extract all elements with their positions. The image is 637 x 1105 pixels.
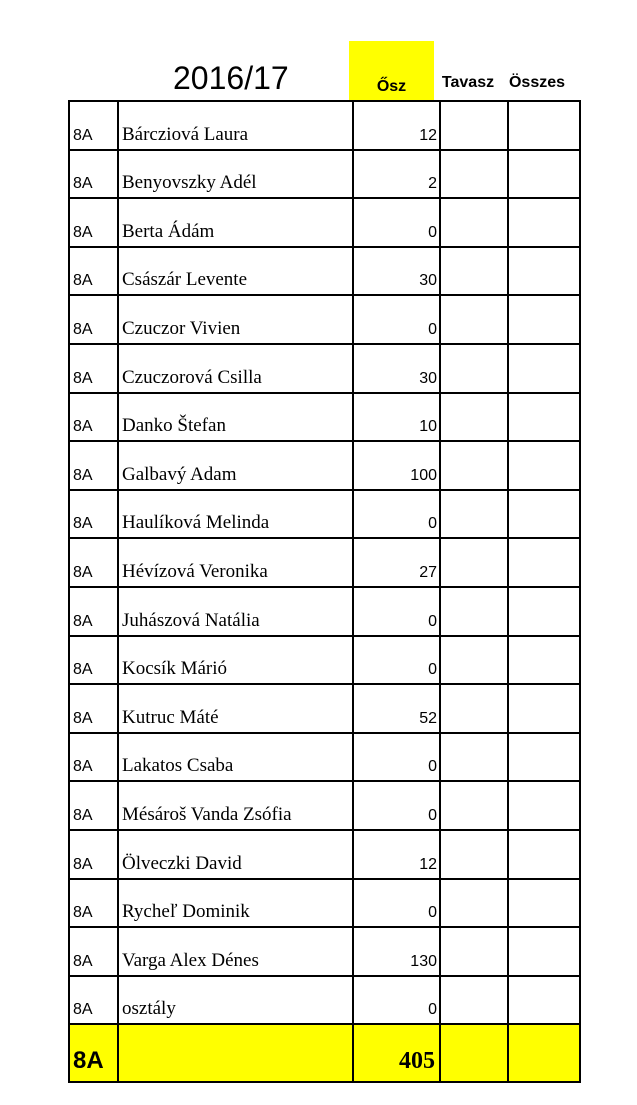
student-name-cell[interactable]: Czuczor Vivien [118,295,353,344]
class-cell[interactable]: 8A [69,198,118,247]
student-name-cell[interactable]: Czuczorová Csilla [118,344,353,393]
student-name-cell[interactable]: Kutruc Máté [118,684,353,733]
student-name-cell[interactable]: Haulíková Melinda [118,490,353,539]
class-cell[interactable]: 8A [69,976,118,1025]
column-header-tavasz: Tavasz [441,74,495,91]
osszes-score-cell[interactable] [508,781,580,830]
student-name-cell[interactable]: osztály [118,976,353,1025]
class-cell[interactable]: 8A [69,538,118,587]
total-name-cell[interactable] [118,1024,353,1082]
osszes-score-cell[interactable] [508,441,580,490]
student-name-cell[interactable]: Juhászová Natália [118,587,353,636]
student-name-cell[interactable]: Benyovszky Adél [118,150,353,199]
student-name-cell[interactable]: Danko Štefan [118,393,353,442]
osszes-score-cell[interactable] [508,198,580,247]
table-row [69,684,580,733]
class-cell[interactable]: 8A [69,344,118,393]
total-row [69,1024,580,1082]
osszes-score-cell[interactable] [508,344,580,393]
tavasz-score-cell[interactable] [440,733,508,782]
class-cell[interactable]: 8A [69,247,118,296]
osszes-score-cell[interactable] [508,587,580,636]
table-row [69,295,580,344]
class-cell[interactable]: 8A [69,587,118,636]
osz-score-cell[interactable]: 130 [353,927,440,976]
osz-score-cell[interactable]: 27 [353,538,440,587]
table-row [69,927,580,976]
table-row [69,976,580,1025]
osszes-score-cell[interactable] [508,490,580,539]
student-name-cell[interactable]: Rycheľ Dominik [118,879,353,928]
column-header-osz-label: Ősz [376,78,407,95]
osszes-score-cell[interactable] [508,879,580,928]
tavasz-score-cell[interactable] [440,393,508,442]
osz-score-cell[interactable]: 100 [353,441,440,490]
osszes-score-cell[interactable] [508,247,580,296]
table-row [69,101,580,150]
student-name-cell[interactable]: Berta Ádám [118,198,353,247]
table-row [69,879,580,928]
student-name-cell[interactable]: Bárcziová Laura [118,101,353,150]
osz-score-cell[interactable]: 0 [353,733,440,782]
class-cell[interactable]: 8A [69,830,118,879]
tavasz-score-cell[interactable] [440,830,508,879]
osz-score-cell[interactable]: 0 [353,490,440,539]
osszes-score-cell[interactable] [508,636,580,685]
osz-score-cell[interactable]: 10 [353,393,440,442]
student-name-cell[interactable]: Kocsík Márió [118,636,353,685]
tavasz-score-cell[interactable] [440,247,508,296]
table-row [69,587,580,636]
tavasz-score-cell[interactable] [440,198,508,247]
osz-score-cell[interactable]: 0 [353,879,440,928]
osz-score-cell[interactable]: 30 [353,344,440,393]
table-row [69,490,580,539]
tavasz-score-cell[interactable] [440,441,508,490]
table-row [69,150,580,199]
osszes-score-cell[interactable] [508,101,580,150]
tavasz-score-cell[interactable] [440,587,508,636]
class-cell[interactable]: 8A [69,393,118,442]
column-header-osz [349,41,434,100]
osz-score-cell[interactable]: 2 [353,150,440,199]
class-cell[interactable]: 8A [69,490,118,539]
osz-score-cell[interactable]: 0 [353,636,440,685]
class-cell[interactable]: 8A [69,927,118,976]
table-row [69,247,580,296]
tavasz-score-cell[interactable] [440,927,508,976]
tavasz-score-cell[interactable] [440,684,508,733]
student-name-cell[interactable]: Varga Alex Dénes [118,927,353,976]
osszes-score-cell[interactable] [508,927,580,976]
total-tavasz-cell[interactable] [440,1024,508,1082]
class-cell[interactable]: 8A [69,101,118,150]
tavasz-score-cell[interactable] [440,101,508,150]
osszes-score-cell[interactable] [508,684,580,733]
osz-score-cell[interactable]: 0 [353,295,440,344]
osszes-score-cell[interactable] [508,393,580,442]
tavasz-score-cell[interactable] [440,150,508,199]
osz-score-cell[interactable]: 0 [353,976,440,1025]
table-row [69,538,580,587]
table-row [69,441,580,490]
class-cell[interactable]: 8A [69,733,118,782]
class-cell[interactable]: 8A [69,295,118,344]
scores-table [68,100,581,1083]
class-cell[interactable]: 8A [69,150,118,199]
osszes-score-cell[interactable] [508,150,580,199]
table-row [69,733,580,782]
tavasz-score-cell[interactable] [440,344,508,393]
table-row [69,393,580,442]
table-row [69,198,580,247]
total-osszes-cell[interactable] [508,1024,580,1082]
tavasz-score-cell[interactable] [440,879,508,928]
tavasz-score-cell[interactable] [440,490,508,539]
tavasz-score-cell[interactable] [440,636,508,685]
osz-score-cell[interactable]: 52 [353,684,440,733]
year-title: 2016/17 [173,60,289,96]
column-header-osszes: Összes [508,74,566,91]
scores-table-body [69,101,580,1082]
tavasz-score-cell[interactable] [440,538,508,587]
student-name-cell[interactable]: Mésároš Vanda Zsófia [118,781,353,830]
osszes-score-cell[interactable] [508,830,580,879]
osszes-score-cell[interactable] [508,295,580,344]
student-name-cell[interactable]: Császár Levente [118,247,353,296]
osz-score-cell[interactable]: 30 [353,247,440,296]
class-cell[interactable]: 8A [69,684,118,733]
osz-score-cell[interactable]: 12 [353,830,440,879]
class-cell[interactable]: 8A [69,781,118,830]
osszes-score-cell[interactable] [508,733,580,782]
class-cell[interactable]: 8A [69,636,118,685]
osz-score-cell[interactable]: 0 [353,587,440,636]
student-name-cell[interactable]: Galbavý Adam [118,441,353,490]
total-class-cell[interactable]: 8A [69,1024,118,1082]
student-name-cell[interactable]: Lakatos Csaba [118,733,353,782]
student-name-cell[interactable]: Hévízová Veronika [118,538,353,587]
osszes-score-cell[interactable] [508,538,580,587]
osz-score-cell[interactable]: 0 [353,198,440,247]
osszes-score-cell[interactable] [508,976,580,1025]
table-row [69,344,580,393]
total-osz-cell[interactable]: 405 [353,1024,440,1082]
osz-score-cell[interactable]: 12 [353,101,440,150]
tavasz-score-cell[interactable] [440,295,508,344]
tavasz-score-cell[interactable] [440,976,508,1025]
table-row [69,781,580,830]
tavasz-score-cell[interactable] [440,781,508,830]
student-name-cell[interactable]: Ölveczki David [118,830,353,879]
table-row [69,830,580,879]
class-cell[interactable]: 8A [69,441,118,490]
class-cell[interactable]: 8A [69,879,118,928]
table-row [69,636,580,685]
osz-score-cell[interactable]: 0 [353,781,440,830]
